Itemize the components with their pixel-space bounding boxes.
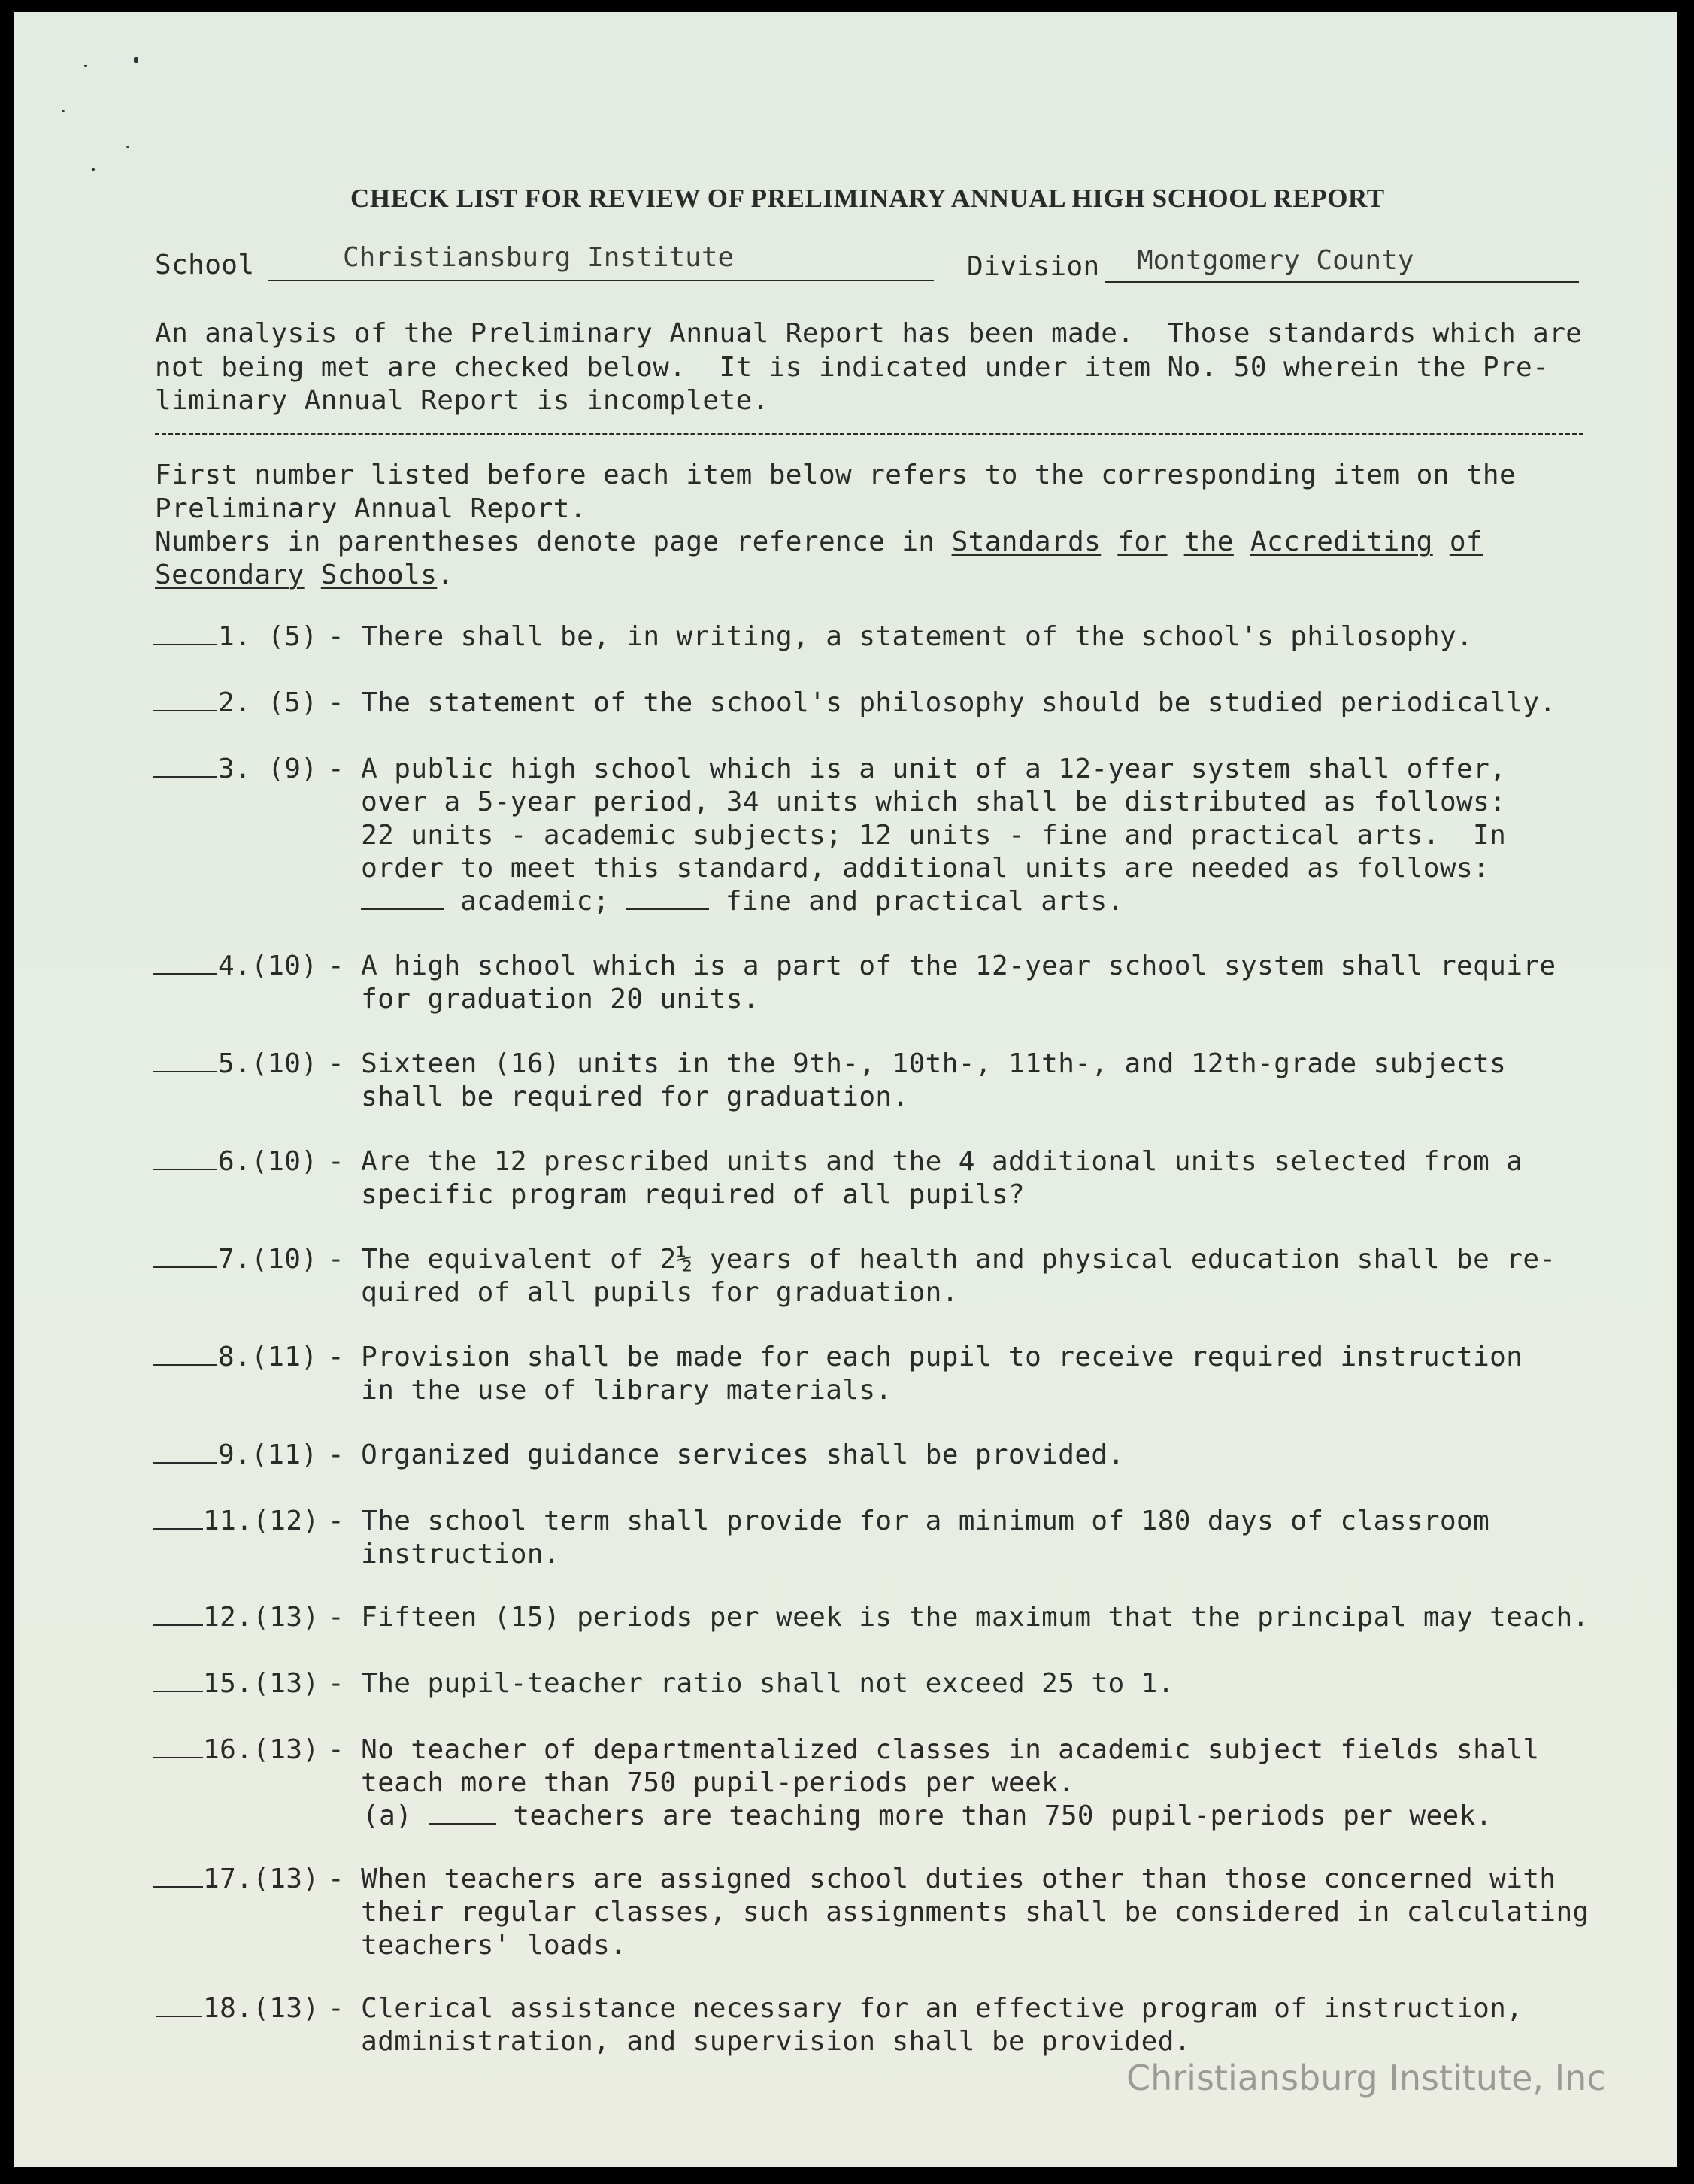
paper-speck [126,146,129,148]
item-17-line-3: teachers' loads. [328,1930,627,1961]
item-6-check-blank[interactable] [153,1169,217,1170]
item-17-line-2: their regular classes, such assignments shall be considered in calculating [328,1897,1589,1928]
standards-reference-2: for [1117,526,1168,557]
item-1-number: 1. (5) [218,621,318,652]
school-value: Christiansburg Institute [343,242,735,273]
item-5-line-1: - Sixteen (16) units in the 9th-, 10th-, 11th-, and 12th-grade subjects [328,1048,1507,1079]
item-2-number: 2. (5) [218,687,318,718]
item-17-check-blank[interactable] [153,1886,203,1888]
item-7-number: 7.(10) [218,1244,318,1275]
item-3-check-blank[interactable] [153,776,217,778]
academic-label: academic; [460,886,610,917]
paper-speck [62,110,65,112]
item-4-line-1: - A high school which is a part of the 12-year school system shall require [328,951,1556,981]
item-5-line-2: shall be required for graduation. [328,1081,909,1112]
paper-speck [84,65,87,67]
note-line-2: Preliminary Annual Report. [155,493,586,524]
item-4-line-2: for graduation 20 units. [328,984,759,1015]
item-18-line-2: administration, and supervision shall be provided. [328,2026,1191,2057]
fine-arts-label: fine and practical arts. [725,886,1124,917]
item-12-check-blank[interactable] [153,1624,203,1626]
item-15-check-blank[interactable] [153,1691,203,1692]
note-line-4 [155,558,453,593]
item-11-line-1: - The school term shall provide for a minimum of 180 days of classroom [328,1506,1490,1536]
item-17-line-1: - When teachers are assigned school duties other than those concerned with [328,1864,1556,1894]
item-11-number: 11.(12) [203,1506,320,1536]
note-line-3-text: Numbers in parentheses denote page reference in [155,526,935,557]
division-value: Montgomery County [1137,245,1414,276]
intro-line-2: not being met are checked below. It is indicated under item No. 50 wherein the Pre- [155,352,1550,383]
document-page [14,12,1677,2167]
division-label: Division [967,251,1100,282]
archive-watermark: Christiansburg Institute, Inc [1126,2058,1606,2098]
item-1-text: - There shall be, in writing, a statement of the school's philosophy. [328,621,1474,652]
item-16-sub-text: teachers are teaching more than 750 pupil-periods per week. [513,1800,1492,1831]
item-8-check-blank[interactable] [153,1364,217,1366]
standards-reference-5: of [1449,526,1483,557]
item-8-line-2: in the use of library materials. [328,1375,892,1406]
school-label: School [155,250,255,281]
item-3-line-1: - A public high school which is a unit of a 12-year system shall offer, [328,754,1507,784]
standards-reference-6: Secondary [155,560,305,590]
paper-speck [134,57,138,63]
item-8-line-1: - Provision shall be made for each pupil to receive required instruction [328,1342,1523,1373]
standards-reference-8: . [437,560,454,590]
intro-line-3: liminary Annual Report is incomplete. [155,385,769,416]
item-2-check-blank[interactable] [153,710,217,711]
item-16-line-1: - No teacher of departmentalized classes in academic subject fields shall [328,1734,1540,1765]
item-3-line-4: order to meet this standard, additional units are needed as follows: [344,853,1490,884]
item-3-line-3: 22 units - academic subjects; 12 units - fine and practical arts. In [344,820,1507,851]
dashed-separator [155,433,1583,435]
item-11-check-blank[interactable] [153,1528,203,1530]
item-6-line-2: specific program required of all pupils? [328,1179,1026,1210]
item-16-number: 16.(13) [203,1734,320,1765]
standards-reference-7: Schools [320,560,438,590]
item-2-text: - The statement of the school's philosophy should be studied periodically. [328,687,1556,718]
intro-line-1: An analysis of the Preliminary Annual Report has been made. Those standards which are [155,318,1583,349]
item-3-line-5 [361,884,1124,919]
standards-reference-3: the [1183,526,1234,557]
item-5-number: 5.(10) [218,1048,318,1079]
document-title: CHECK LIST FOR REVIEW OF PRELIMINARY ANNUAL HIGH SCHOOL REPORT [350,184,1385,213]
paper-speck [92,168,95,171]
item-9-number: 9.(11) [218,1439,318,1470]
teachers-count-blank[interactable] [429,1800,496,1825]
division-underline [1105,281,1579,283]
item-9-text: - Organized guidance services shall be provided. [328,1439,1125,1470]
academic-units-blank[interactable] [361,886,444,910]
item-6-number: 6.(10) [218,1146,318,1177]
item-6-line-1: - Are the 12 prescribed units and the 4 additional units selected from a [328,1146,1523,1177]
item-3-line-2: over a 5-year period, 34 units which shall be distributed as follows: [328,787,1507,817]
item-7-line-1: - The equivalent of 2½ years of health and physical education shall be re- [328,1244,1556,1275]
item-16-line-2: teach more than 750 pupil-periods per week. [328,1767,1075,1798]
item-1-check-blank[interactable] [153,644,217,645]
item-16-check-blank[interactable] [153,1757,203,1758]
standards-reference-4: Accrediting [1250,526,1433,557]
item-15-number: 15.(13) [203,1668,320,1699]
item-16-sub-a [362,1799,1492,1834]
item-18-line-1: - Clerical assistance necessary for an effective program of instruction, [328,1993,1523,2024]
standards-reference-1: Standards [951,526,1102,557]
item-4-number: 4.(10) [218,951,318,981]
item-3-number: 3. (9) [218,754,318,784]
note-line-1: First number listed before each item below refers to the corresponding item on the [155,460,1517,490]
item-11-line-2: instruction. [328,1539,561,1570]
item-7-line-2: quired of all pupils for graduation. [328,1277,959,1308]
school-underline [268,280,934,281]
item-12-text: - Fifteen (15) periods per week is the maximum that the principal may teach. [328,1602,1589,1633]
item-15-text: - The pupil-teacher ratio shall not exceed 25 to 1. [328,1668,1174,1699]
item-5-check-blank[interactable] [153,1071,217,1072]
item-9-check-blank[interactable] [153,1462,217,1464]
item-16-sub-prefix: (a) [362,1800,413,1831]
fine-arts-units-blank[interactable] [626,886,709,910]
item-8-number: 8.(11) [218,1342,318,1373]
note-line-3 [155,525,1483,560]
item-4-check-blank[interactable] [153,973,217,975]
item-17-number: 17.(13) [203,1864,320,1894]
item-7-check-blank[interactable] [153,1266,217,1268]
item-18-number: 18.(13) [203,1993,320,2024]
item-12-number: 12.(13) [203,1602,320,1633]
item-18-check-blank[interactable] [156,2016,202,2017]
